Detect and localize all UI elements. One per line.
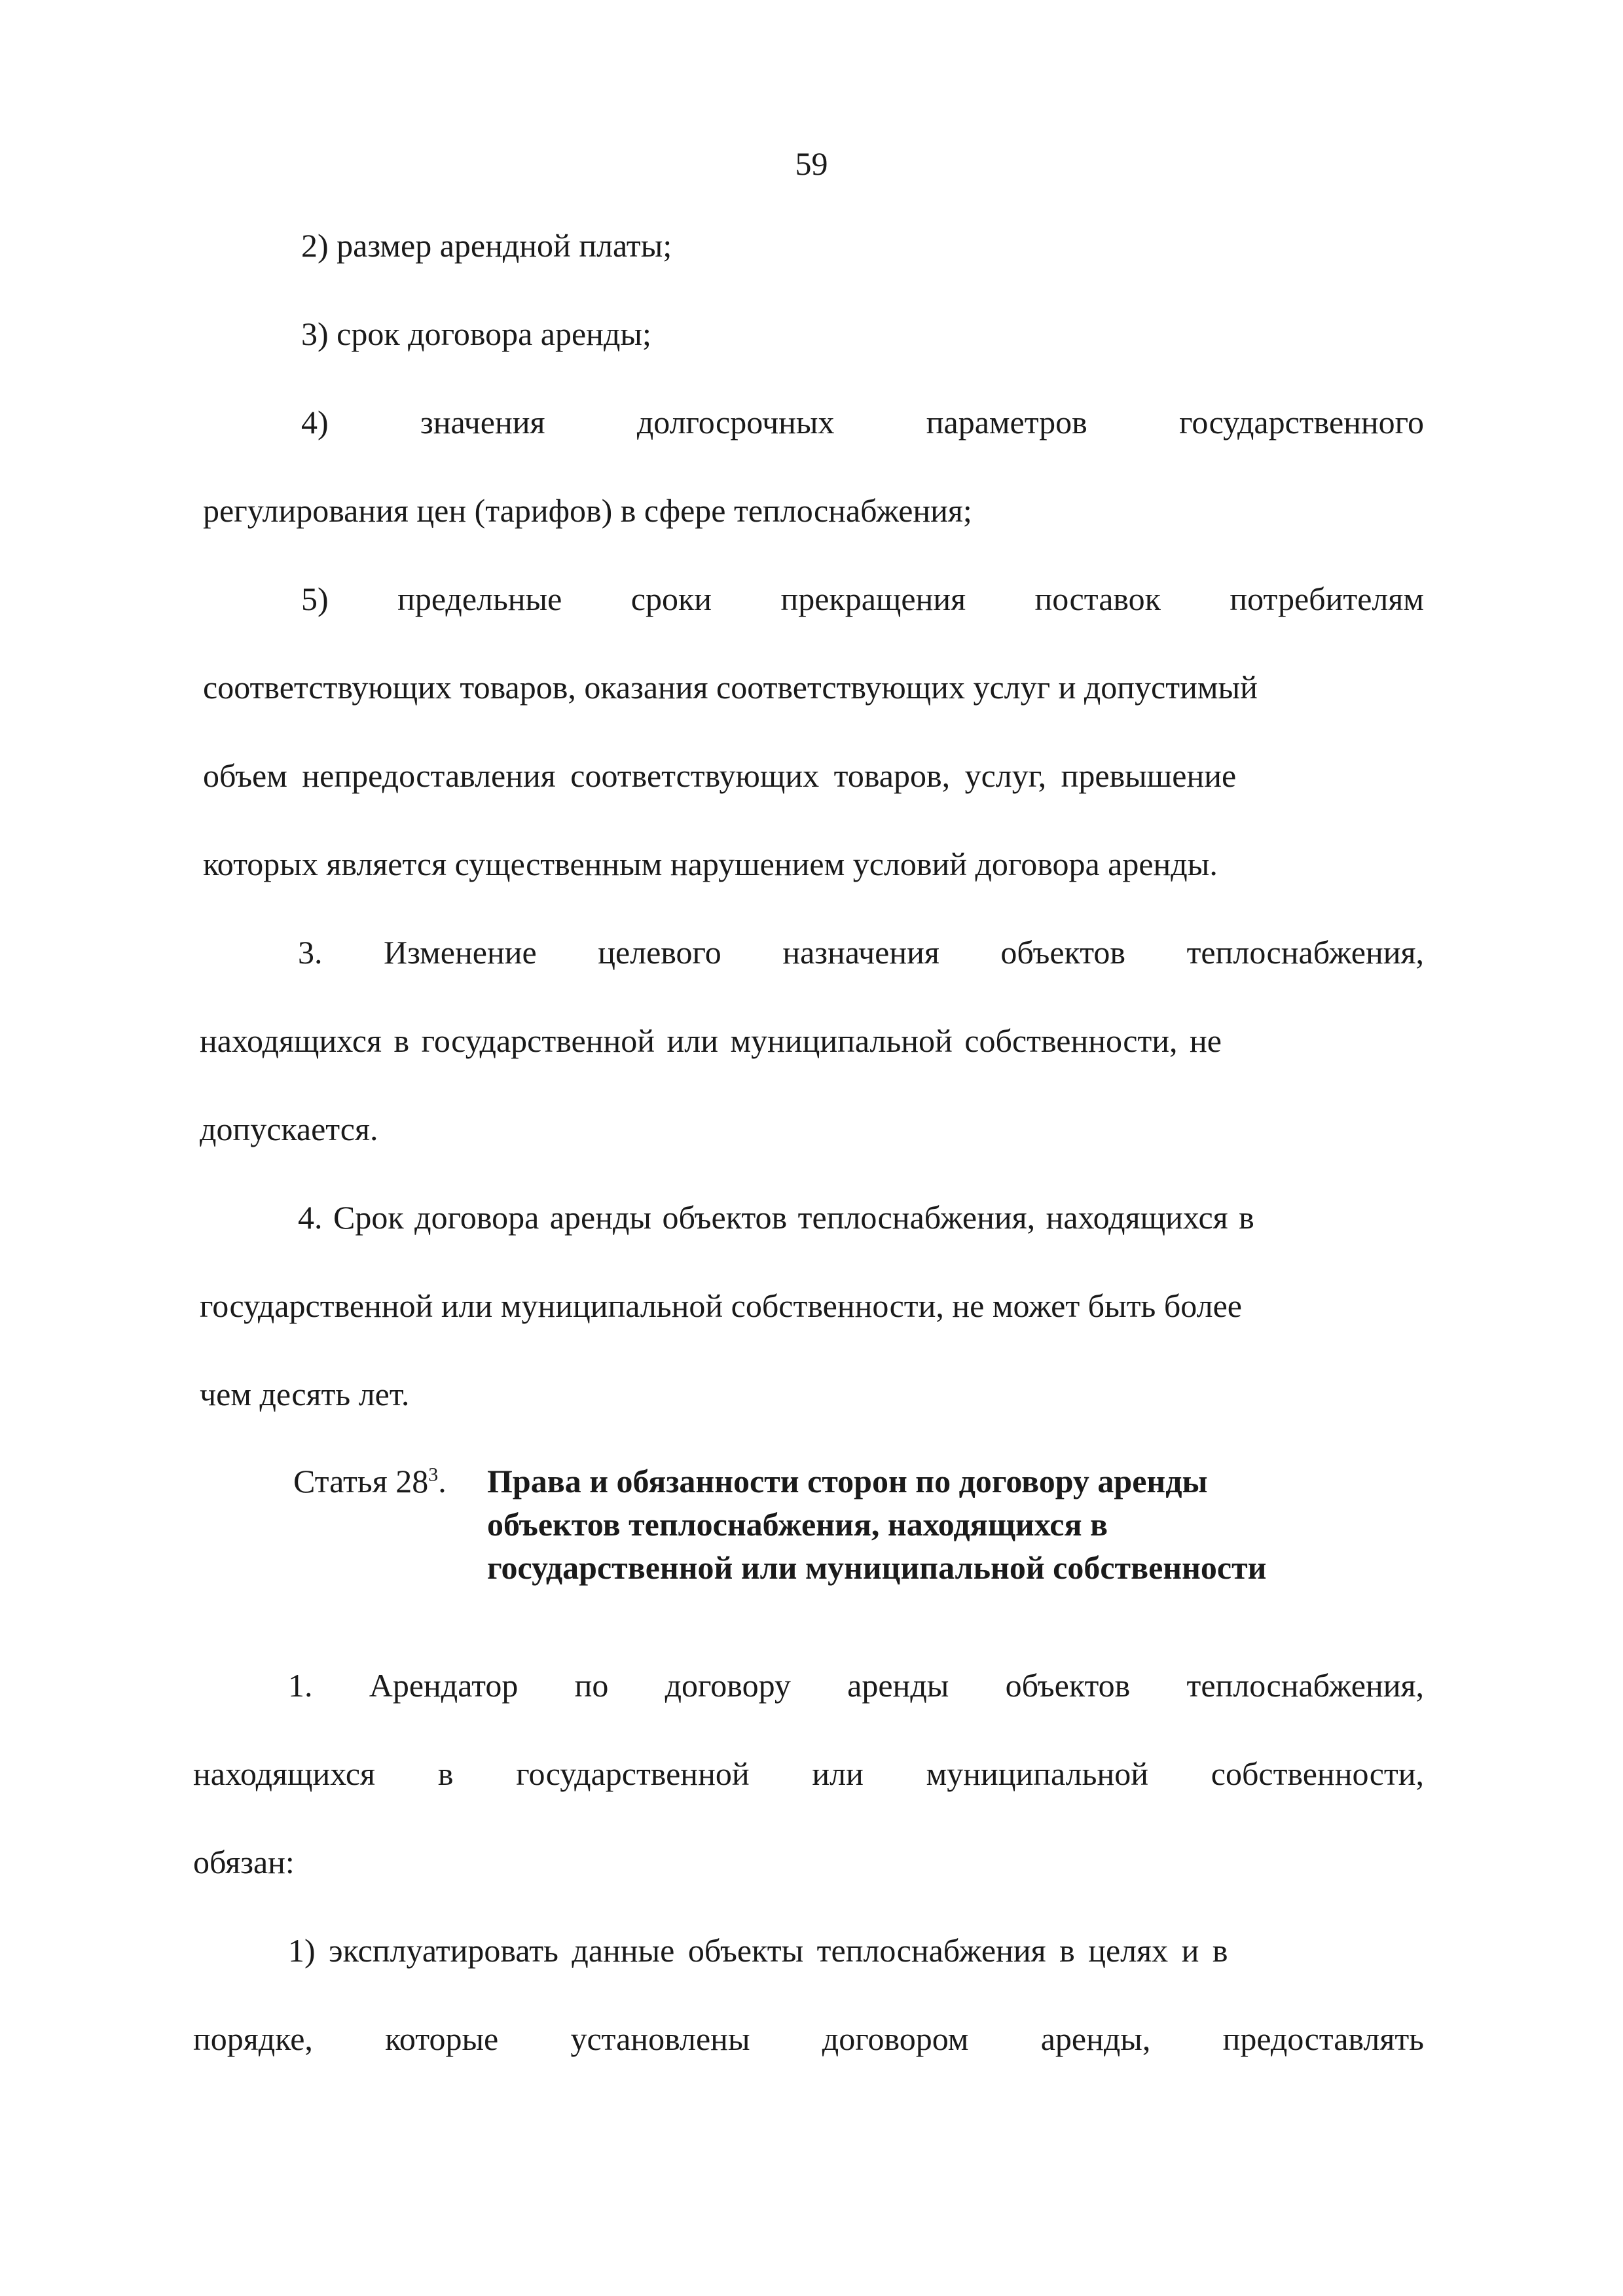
list-item-3: 3) срок договора аренды; [301, 315, 651, 352]
paragraph-4-line-1: 4. Срок договора аренды объектов теплоснабжения, находящихся в [298, 1199, 1254, 1236]
word: муниципальной [926, 1755, 1148, 1792]
duty-1-line-2 [193, 2019, 1424, 2058]
list-item-4-line-1 [301, 403, 1424, 442]
word: Арендатор [369, 1667, 519, 1704]
word: объектов [1005, 1667, 1131, 1704]
article-title-line-1: Права и обязанности сторон по договору аренды [487, 1463, 1208, 1499]
word: 5) [301, 581, 329, 617]
word: в [437, 1755, 454, 1792]
list-item-4-line-2: регулирования цен (тарифов) в сфере теплоснабжения; [203, 492, 972, 529]
word: 1. [288, 1667, 313, 1704]
paragraph-1-line-3: обязан: [193, 1844, 295, 1880]
word: теплоснабжения, [1186, 934, 1424, 971]
word: 4) [301, 404, 329, 440]
paragraph-3-line-2: находящихся в государственной или муниципальной собственности, не [200, 1022, 1222, 1059]
list-item-5-line-1 [301, 579, 1424, 619]
article-title-line-3: государственной или муниципальной собственности [487, 1549, 1267, 1586]
list-item-5-line-2: соответствующих товаров, оказания соответствующих услуг и допустимый [203, 669, 1258, 706]
paragraph-4-line-3: чем десять лет. [200, 1376, 410, 1412]
word: договору [665, 1667, 791, 1704]
word: по [574, 1667, 609, 1704]
word: Изменение [384, 934, 537, 971]
word: государственного [1179, 404, 1424, 440]
word: теплоснабжения, [1186, 1667, 1424, 1704]
word: параметров [926, 404, 1087, 440]
word: прекращения [780, 581, 966, 617]
word: предельные [397, 581, 562, 617]
word: которые [385, 2020, 499, 2057]
article-title-line-2: объектов теплоснабжения, находящихся в [487, 1506, 1108, 1543]
word: предоставлять [1222, 2020, 1424, 2057]
article-label: Статья $28^3$. [293, 1463, 447, 1499]
word: аренды, [1040, 2020, 1151, 2057]
word: установлены [570, 2020, 750, 2057]
word: целевого [598, 934, 721, 971]
word: поставок [1034, 581, 1161, 617]
word: или [812, 1755, 864, 1792]
page-number: 59 [795, 145, 828, 182]
word: государственной [516, 1755, 750, 1792]
word: объектов [1000, 934, 1126, 971]
list-item-2: 2) размер арендной платы; [301, 227, 672, 264]
paragraph-3-line-1 [298, 933, 1424, 972]
paragraph-3-line-3: допускается. [200, 1111, 378, 1147]
word: договором [822, 2020, 969, 2057]
word: находящихся [193, 1755, 376, 1792]
word: долгосрочных [636, 404, 835, 440]
paragraph-1-line-2 [193, 1754, 1424, 1793]
duty-1-line-1: 1) эксплуатировать данные объекты теплоснабжения в целях и в [288, 1932, 1228, 1969]
list-item-5-line-3: объем непредоставления соответствующих товаров, услуг, превышение [203, 757, 1237, 794]
article-number-superscript: 3 [428, 1463, 439, 1486]
paragraph-4-line-2: государственной или муниципальной собственности, не может быть более [200, 1287, 1242, 1324]
word: назначения [782, 934, 939, 971]
word: собственности, [1211, 1755, 1424, 1792]
word: значения [420, 404, 545, 440]
list-item-5-line-4: которых является существенным нарушением условий договора аренды. [203, 846, 1218, 882]
word: порядке, [193, 2020, 313, 2057]
word: 3. [298, 934, 323, 971]
word: аренды [847, 1667, 949, 1704]
word: потребителям [1230, 581, 1424, 617]
word: сроки [630, 581, 712, 617]
paragraph-1-line-1 [288, 1666, 1424, 1705]
